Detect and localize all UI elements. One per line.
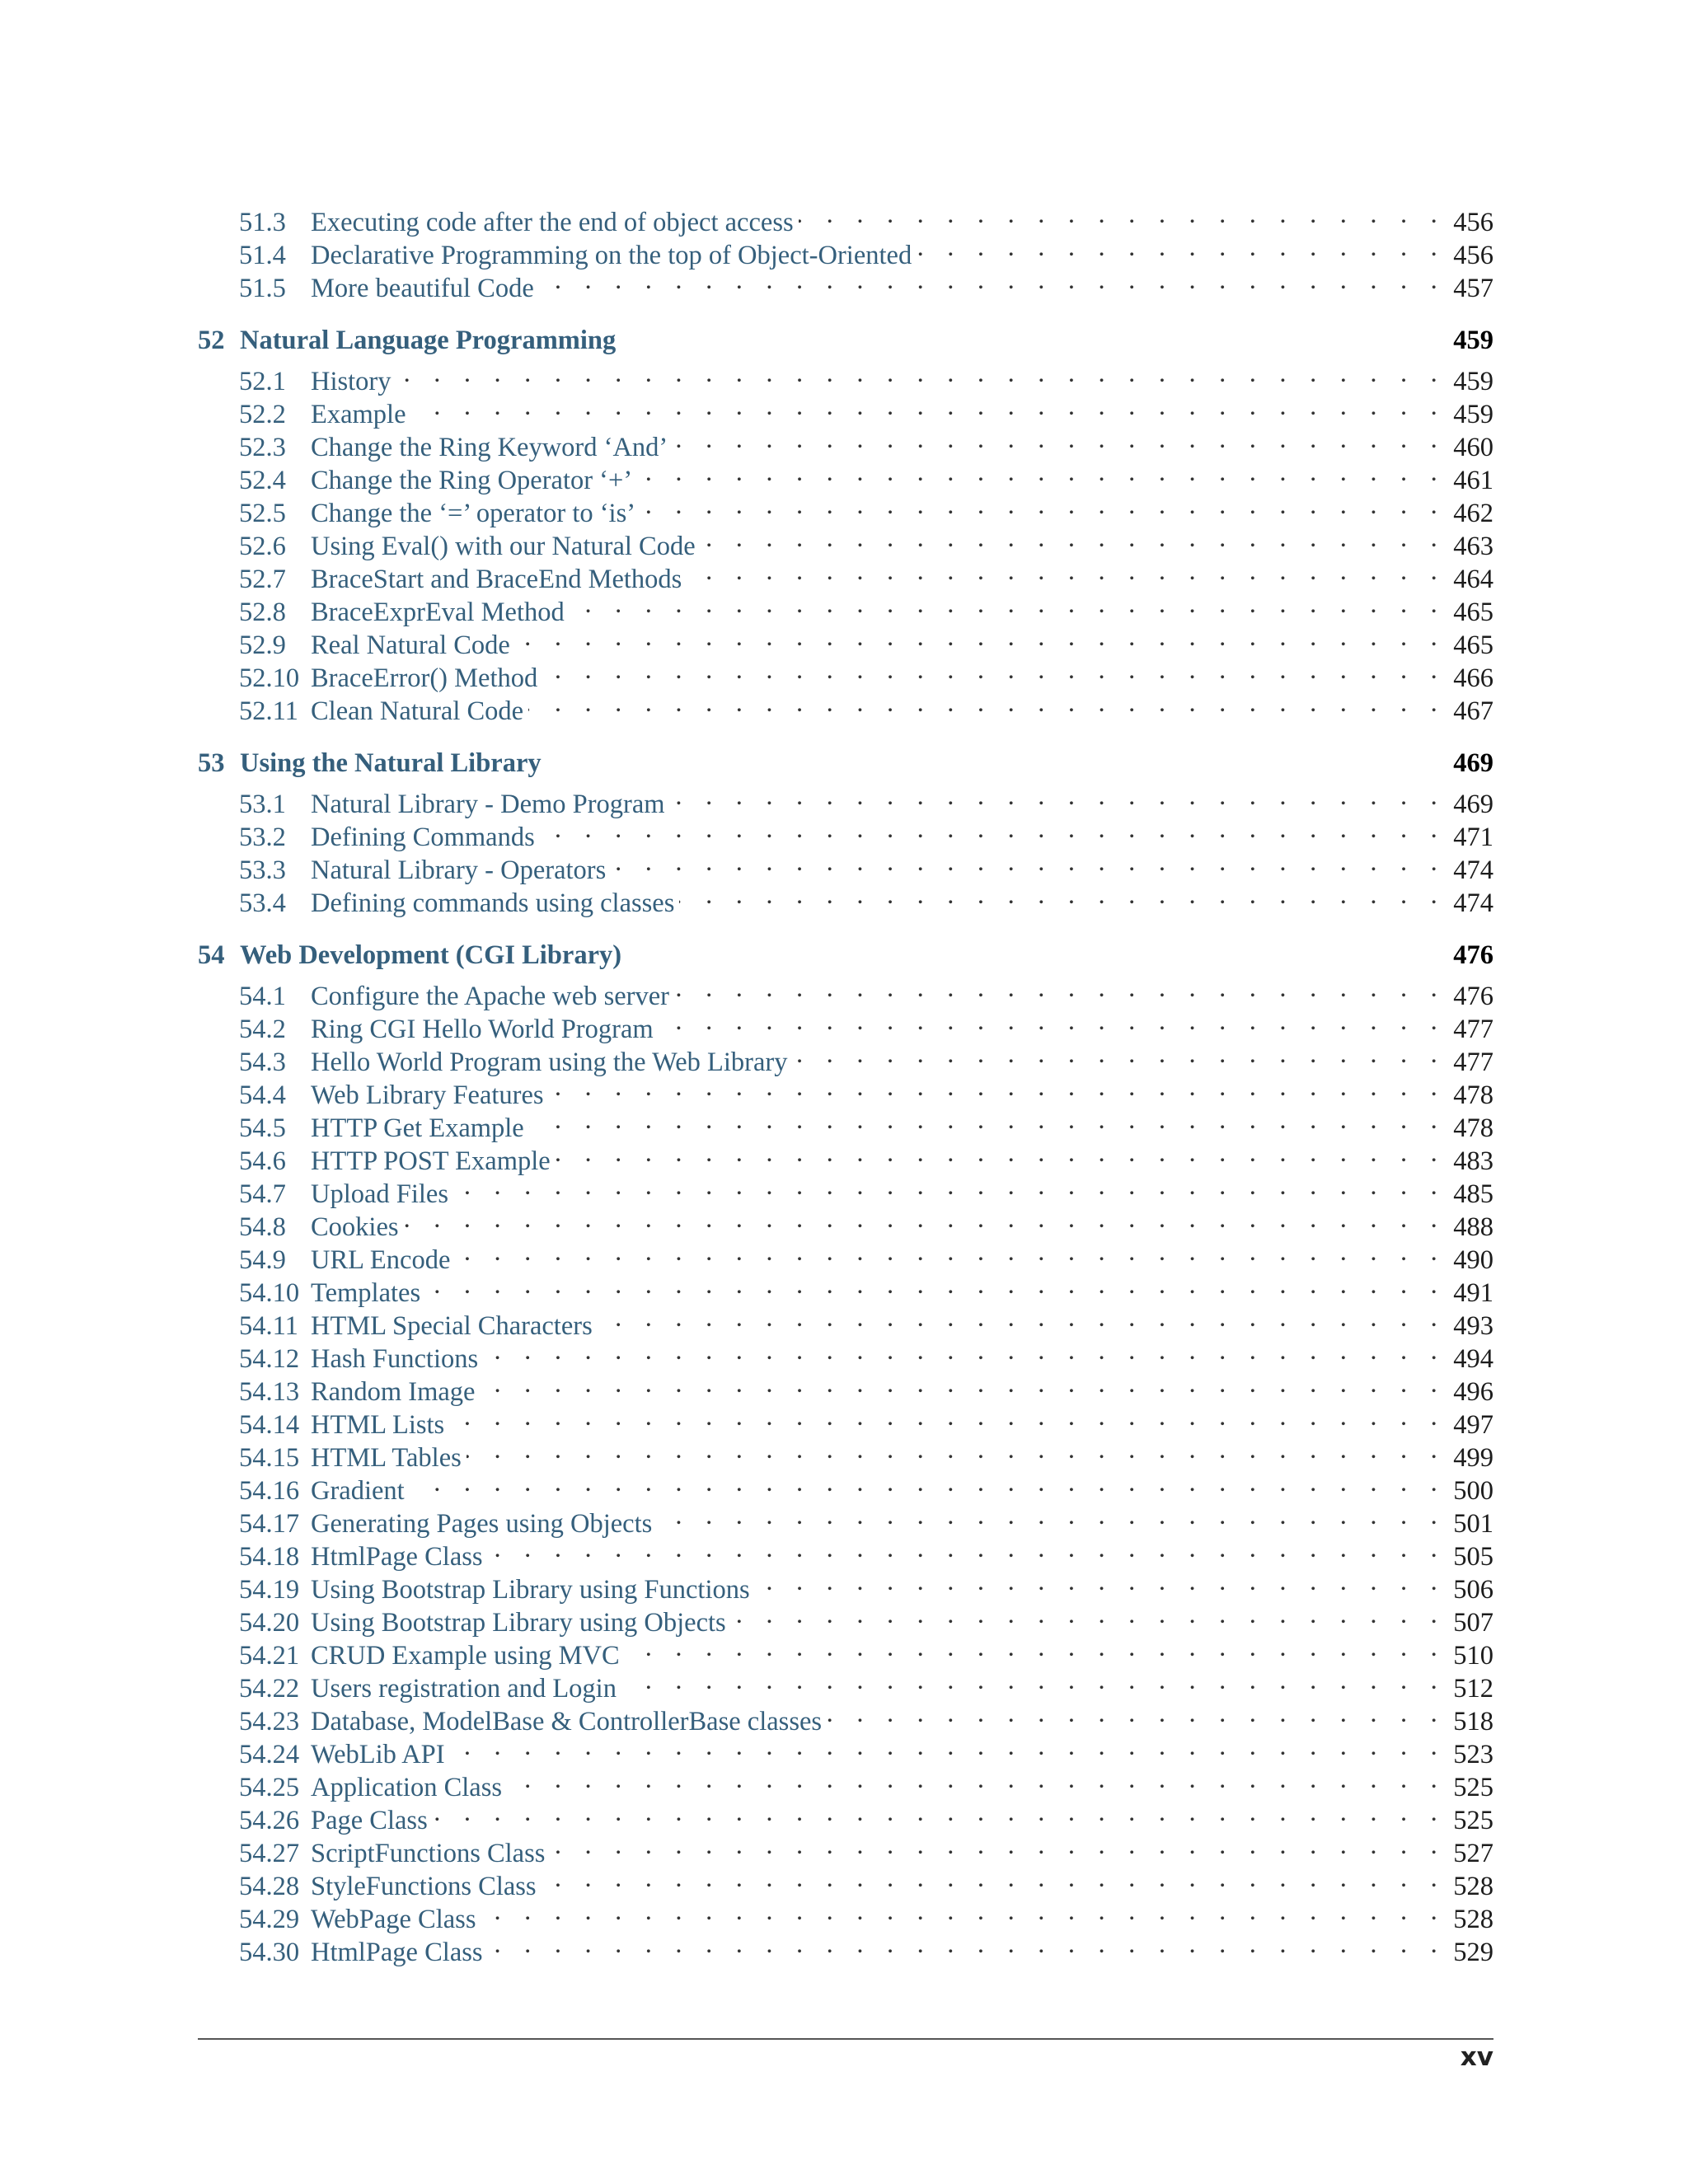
dot-leader — [515, 621, 1446, 654]
dot-leader — [673, 423, 1446, 456]
dot-leader — [701, 522, 1446, 555]
toc-page-number[interactable]: 506 — [1453, 1575, 1493, 1605]
toc-page-number[interactable]: 459 — [1453, 326, 1493, 355]
toc-page-number[interactable]: 459 — [1453, 367, 1493, 396]
toc-title[interactable]: Declarative Programming on the top of Object-Oriented — [311, 241, 912, 270]
toc-title[interactable]: Ring CGI Hello World Program — [311, 1015, 654, 1044]
toc-number[interactable]: 54.11 — [239, 1311, 298, 1341]
toc-title[interactable]: Database, ModelBase & ControllerBase classes — [311, 1707, 823, 1736]
page-number: xv — [1460, 2042, 1493, 2072]
toc-number[interactable]: 54.16 — [239, 1476, 300, 1506]
toc-page-number[interactable]: 456 — [1453, 208, 1493, 237]
toc-number[interactable]: 52.5 — [239, 499, 286, 528]
toc-title[interactable]: CRUD Example using MVC — [311, 1641, 620, 1671]
toc-page-number[interactable]: 496 — [1453, 1377, 1493, 1407]
toc-number[interactable]: 54.13 — [239, 1377, 300, 1407]
toc-number[interactable]: 54.20 — [239, 1608, 300, 1638]
dot-leader — [570, 588, 1446, 621]
toc-number[interactable]: 54.23 — [239, 1707, 300, 1736]
toc-title[interactable]: More beautiful Code — [311, 274, 534, 303]
toc-page-number[interactable]: 465 — [1453, 598, 1493, 627]
toc-page-number[interactable]: 464 — [1453, 565, 1493, 594]
dot-leader — [396, 357, 1447, 390]
toc-page-number[interactable]: 462 — [1453, 499, 1493, 528]
toc-title[interactable]: Web Library Features — [311, 1080, 544, 1110]
dot-leader — [674, 972, 1446, 1005]
toc-title[interactable]: Defining commands using classes — [311, 888, 675, 918]
toc-page-number[interactable]: 525 — [1453, 1806, 1493, 1835]
toc-page-number[interactable]: 469 — [1453, 748, 1493, 778]
toc-number[interactable]: 54.3 — [239, 1047, 286, 1077]
toc-title[interactable]: Change the Ring Operator ‘+’ — [311, 466, 633, 495]
toc-chapter[interactable] — [198, 939, 1493, 972]
dot-leader — [507, 1763, 1446, 1796]
toc-title[interactable]: HtmlPage Class — [311, 1938, 483, 1967]
toc-number[interactable]: 52.10 — [239, 663, 300, 693]
toc-title[interactable]: Change the Ring Keyword ‘And’ — [311, 433, 668, 462]
toc-page-number[interactable]: 488 — [1453, 1212, 1493, 1242]
toc-title[interactable]: ScriptFunctions Class — [311, 1839, 546, 1868]
dot-leader — [687, 555, 1446, 588]
toc-number[interactable]: 54.29 — [239, 1905, 300, 1934]
toc-page-number[interactable]: 491 — [1453, 1278, 1493, 1308]
dot-leader — [542, 654, 1446, 687]
dot-leader — [799, 198, 1446, 231]
dot-leader — [449, 1400, 1446, 1433]
toc-page-number[interactable]: 483 — [1453, 1146, 1493, 1176]
toc-page-number[interactable]: 505 — [1453, 1542, 1493, 1572]
toc-title[interactable]: Natural Language Programming — [240, 326, 617, 355]
toc-title[interactable]: Gradient — [311, 1476, 405, 1506]
toc-page-number[interactable]: 490 — [1453, 1245, 1493, 1275]
toc-number[interactable]: 53.4 — [239, 888, 286, 918]
toc-title[interactable]: BraceExprEval Method — [311, 598, 565, 627]
toc-page-number[interactable]: 510 — [1453, 1641, 1493, 1671]
toc-page-number[interactable]: 474 — [1453, 888, 1493, 918]
toc-number[interactable]: 54.15 — [239, 1443, 300, 1473]
toc-title[interactable]: Natural Library - Demo Program — [311, 790, 665, 819]
dot-leader — [404, 1202, 1446, 1235]
toc-title[interactable]: WebLib API — [311, 1740, 445, 1769]
toc-page-number[interactable]: 507 — [1453, 1608, 1493, 1638]
toc-page-number[interactable]: 485 — [1453, 1179, 1493, 1209]
toc-page-number[interactable]: 461 — [1453, 466, 1493, 495]
dot-leader — [542, 1862, 1446, 1895]
toc-number[interactable]: 52 — [198, 326, 225, 355]
toc-page-number[interactable]: 466 — [1453, 663, 1493, 693]
toc-number[interactable]: 54.9 — [239, 1245, 286, 1275]
toc-title[interactable]: Web Development (CGI Library) — [240, 940, 622, 970]
toc-title[interactable]: WebPage Class — [311, 1905, 476, 1934]
toc-title[interactable]: Using Bootstrap Library using Objects — [311, 1608, 726, 1638]
toc-number[interactable]: 52.6 — [239, 532, 286, 561]
toc-page-number[interactable]: 518 — [1453, 1707, 1493, 1736]
dot-leader — [621, 1664, 1446, 1697]
dot-leader — [549, 1071, 1446, 1104]
dot-leader — [410, 1466, 1446, 1499]
toc-title[interactable]: Generating Pages using Objects — [311, 1509, 653, 1539]
toc-title[interactable]: Using Bootstrap Library using Functions — [311, 1575, 750, 1605]
toc-title[interactable]: Hash Functions — [311, 1344, 479, 1374]
toc-page-number[interactable]: 501 — [1453, 1509, 1493, 1539]
toc-title[interactable]: Change the ‘=’ operator to ‘is’ — [311, 499, 636, 528]
dot-leader — [550, 1829, 1446, 1862]
toc-number[interactable]: 51.4 — [239, 241, 286, 270]
toc-number[interactable]: 54.17 — [239, 1509, 300, 1539]
toc-page-number[interactable]: 528 — [1453, 1872, 1493, 1901]
toc-page-number[interactable]: 477 — [1453, 1047, 1493, 1077]
toc-number[interactable]: 54.30 — [239, 1938, 300, 1967]
dot-leader — [540, 813, 1446, 846]
toc-number[interactable]: 52.8 — [239, 598, 286, 627]
toc-title[interactable]: HTTP Get Example — [311, 1113, 524, 1143]
toc-page-number[interactable]: 523 — [1453, 1740, 1493, 1769]
toc-number[interactable]: 52.1 — [239, 367, 286, 396]
toc-title[interactable]: HTML Lists — [311, 1410, 445, 1440]
dot-leader — [529, 1104, 1446, 1137]
toc-entry[interactable] — [198, 390, 1493, 429]
toc-page-number[interactable]: 493 — [1453, 1311, 1493, 1341]
dot-leader — [539, 264, 1446, 297]
toc-number[interactable]: 54.7 — [239, 1179, 286, 1209]
dot-leader — [670, 780, 1446, 813]
toc-page-number[interactable]: 474 — [1453, 855, 1493, 885]
toc-number[interactable]: 54.1 — [239, 982, 286, 1011]
toc-title[interactable]: Defining Commands — [311, 823, 535, 852]
toc-title[interactable]: Natural Library - Operators — [311, 855, 607, 885]
dot-leader — [411, 390, 1446, 423]
toc-number[interactable]: 52.9 — [239, 630, 286, 660]
toc-title[interactable]: BraceStart and BraceEnd Methods — [311, 565, 682, 594]
toc-number[interactable]: 54.22 — [239, 1674, 300, 1704]
table-of-contents — [198, 198, 1493, 1967]
toc-number[interactable]: 54.6 — [239, 1146, 286, 1176]
toc-number[interactable]: 52.2 — [239, 400, 286, 429]
toc-title[interactable]: HTTP POST Example — [311, 1146, 551, 1176]
dot-leader — [425, 1268, 1446, 1301]
dot-leader — [637, 456, 1446, 489]
toc-page-number[interactable]: 463 — [1453, 532, 1493, 561]
toc-title[interactable]: History — [311, 367, 392, 396]
toc-page-number[interactable]: 500 — [1453, 1476, 1493, 1506]
dot-leader — [917, 231, 1446, 264]
toc-title[interactable]: Example — [311, 400, 406, 429]
toc-page-number[interactable]: 476 — [1453, 982, 1493, 1011]
toc-number[interactable]: 54.21 — [239, 1641, 300, 1671]
toc-number[interactable]: 54.28 — [239, 1872, 300, 1901]
toc-page-number[interactable]: 525 — [1453, 1773, 1493, 1802]
toc-number[interactable]: 53.2 — [239, 823, 286, 852]
toc-title[interactable]: BraceError() Method — [311, 663, 538, 693]
dot-leader — [455, 1235, 1446, 1268]
toc-page-number[interactable]: 457 — [1453, 274, 1493, 303]
dot-leader — [433, 1796, 1446, 1829]
dot-leader — [488, 1928, 1446, 1961]
toc-title[interactable]: Using Eval() with our Natural Code — [311, 532, 696, 561]
dot-leader — [679, 879, 1446, 912]
toc-title[interactable]: StyleFunctions Class — [311, 1872, 537, 1901]
toc-page-number[interactable]: 467 — [1453, 696, 1493, 726]
dot-leader — [755, 1565, 1446, 1598]
toc-number[interactable]: 54.12 — [239, 1344, 300, 1374]
toc-number[interactable]: 54.26 — [239, 1806, 300, 1835]
toc-title[interactable]: Executing code after the end of object access — [311, 208, 794, 237]
toc-title[interactable]: Real Natural Code — [311, 630, 510, 660]
toc-entry[interactable] — [198, 972, 1493, 1011]
toc-page-number[interactable]: 478 — [1453, 1080, 1493, 1110]
toc-page-number[interactable]: 529 — [1453, 1938, 1493, 1967]
toc-title[interactable]: Templates — [311, 1278, 421, 1308]
toc-page-number[interactable]: 456 — [1453, 241, 1493, 270]
dot-leader — [659, 1005, 1446, 1038]
toc-number[interactable]: 54.4 — [239, 1080, 286, 1110]
toc-page-number[interactable]: 499 — [1453, 1443, 1493, 1473]
toc-number[interactable]: 54.27 — [239, 1839, 300, 1868]
toc-number[interactable]: 53.3 — [239, 855, 286, 885]
toc-title[interactable]: Random Image — [311, 1377, 476, 1407]
toc-entry[interactable] — [198, 198, 1493, 237]
toc-title[interactable]: Page Class — [311, 1806, 428, 1835]
toc-number[interactable]: 53 — [198, 748, 225, 778]
toc-title[interactable]: HTML Tables — [311, 1443, 462, 1473]
toc-page-number[interactable]: 459 — [1453, 400, 1493, 429]
dot-leader — [625, 1631, 1446, 1664]
dot-leader — [481, 1895, 1446, 1928]
toc-number[interactable]: 54.5 — [239, 1113, 286, 1143]
toc-number[interactable]: 54.14 — [239, 1410, 300, 1440]
toc-title[interactable]: URL Encode — [311, 1245, 451, 1275]
toc-number[interactable]: 54.25 — [239, 1773, 300, 1802]
toc-number[interactable]: 51.5 — [239, 274, 286, 303]
toc-title[interactable]: Hello World Program using the Web Library — [311, 1047, 788, 1077]
toc-number[interactable]: 54.2 — [239, 1015, 286, 1044]
toc-number[interactable]: 52.11 — [239, 696, 298, 726]
toc-title[interactable]: Using the Natural Library — [240, 748, 542, 778]
toc-page-number[interactable]: 471 — [1453, 823, 1493, 852]
dot-leader — [450, 1730, 1446, 1763]
toc-title[interactable]: Upload Files — [311, 1179, 449, 1209]
toc-page-number[interactable]: 478 — [1453, 1113, 1493, 1143]
toc-page-number[interactable]: 460 — [1453, 433, 1493, 462]
toc-number[interactable]: 53.1 — [239, 790, 286, 819]
footer-rule — [198, 2038, 1493, 2040]
toc-number[interactable]: 54.18 — [239, 1542, 300, 1572]
toc-page-number[interactable]: 465 — [1453, 630, 1493, 660]
toc-number[interactable]: 54.10 — [239, 1278, 300, 1308]
toc-page-number[interactable]: 528 — [1453, 1905, 1493, 1934]
dot-leader — [480, 1367, 1446, 1400]
toc-number[interactable]: 54 — [198, 940, 225, 970]
dot-leader — [453, 1169, 1446, 1202]
toc-page-number[interactable]: 494 — [1453, 1344, 1493, 1374]
dot-leader — [657, 1499, 1446, 1532]
dot-leader — [640, 489, 1446, 522]
toc-title[interactable]: Clean Natural Code — [311, 696, 524, 726]
dot-leader — [792, 1038, 1446, 1071]
toc-number[interactable]: 52.7 — [239, 565, 286, 594]
dot-leader — [483, 1334, 1446, 1367]
dot-leader — [556, 1137, 1446, 1169]
toc-title[interactable]: Application Class — [311, 1773, 502, 1802]
toc-number[interactable]: 52.4 — [239, 466, 286, 495]
dot-leader — [598, 1301, 1446, 1334]
toc-chapter[interactable] — [198, 324, 1493, 357]
toc-number[interactable]: 51.3 — [239, 208, 286, 237]
toc-entry[interactable] — [198, 780, 1493, 819]
toc-number[interactable]: 54.19 — [239, 1575, 300, 1605]
dot-leader — [528, 687, 1446, 719]
toc-number[interactable]: 52.3 — [239, 433, 286, 462]
toc-title[interactable]: Configure the Apache web server — [311, 982, 669, 1011]
toc-title[interactable]: Users registration and Login — [311, 1674, 617, 1704]
toc-title[interactable]: HTML Special Characters — [311, 1311, 593, 1341]
toc-page-number[interactable]: 477 — [1453, 1015, 1493, 1044]
toc-title[interactable]: Cookies — [311, 1212, 399, 1242]
toc-entry[interactable] — [198, 357, 1493, 396]
toc-page-number[interactable]: 476 — [1453, 940, 1493, 970]
dot-leader — [827, 1697, 1446, 1730]
toc-number[interactable]: 54.8 — [239, 1212, 286, 1242]
toc-title[interactable]: HtmlPage Class — [311, 1542, 483, 1572]
toc-chapter[interactable] — [198, 747, 1493, 780]
toc-page-number[interactable]: 512 — [1453, 1674, 1493, 1704]
dot-leader — [488, 1532, 1446, 1565]
dot-leader — [731, 1598, 1446, 1631]
toc-page-number[interactable]: 527 — [1453, 1839, 1493, 1868]
toc-page-number[interactable]: 469 — [1453, 790, 1493, 819]
toc-number[interactable]: 54.24 — [239, 1740, 300, 1769]
dot-leader — [611, 846, 1446, 879]
toc-page-number[interactable]: 497 — [1453, 1410, 1493, 1440]
dot-leader — [467, 1433, 1446, 1466]
